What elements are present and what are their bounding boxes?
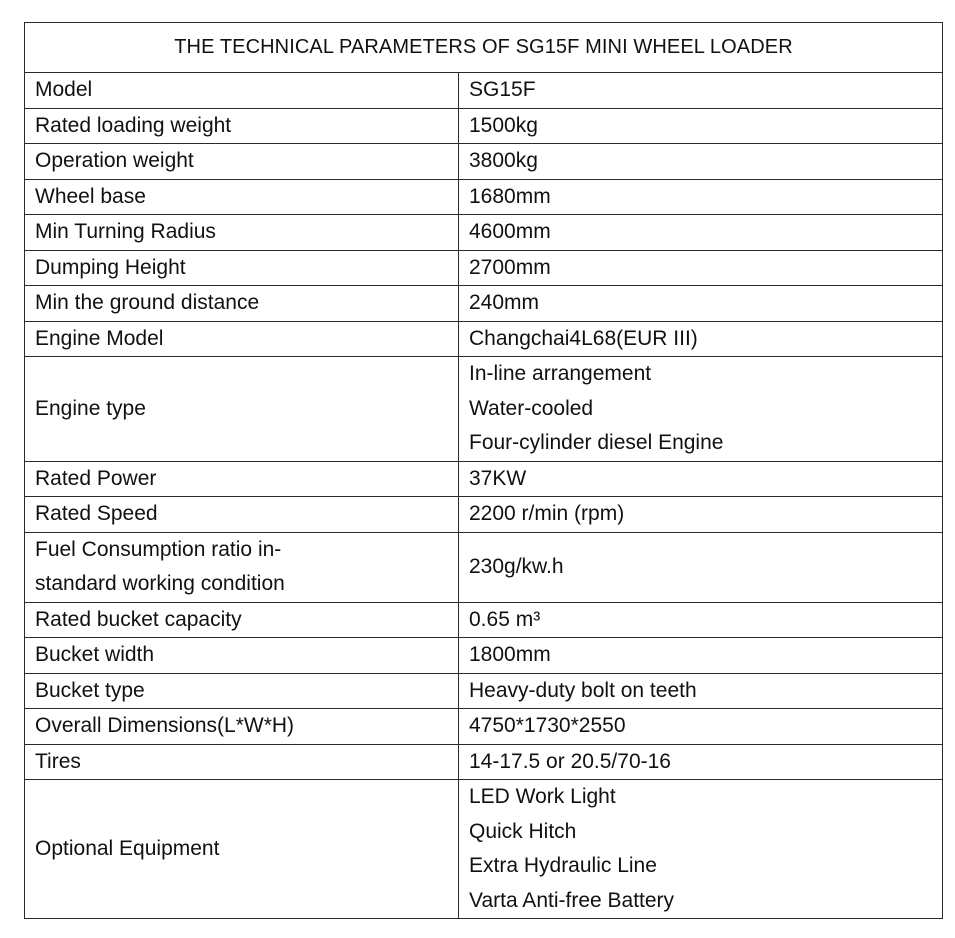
table-row bbox=[25, 780, 943, 919]
table-row bbox=[25, 638, 943, 674]
table-row bbox=[25, 709, 943, 745]
table-row bbox=[25, 602, 943, 638]
table-row bbox=[25, 461, 943, 497]
parameter-label bbox=[25, 638, 459, 674]
value-line: LED Work Light bbox=[469, 785, 616, 808]
parameter-value bbox=[459, 108, 943, 144]
value-line: 3800kg bbox=[469, 149, 538, 172]
value-line: In-line arrangement bbox=[469, 362, 652, 385]
parameter-label bbox=[25, 709, 459, 745]
parameter-label bbox=[25, 673, 459, 709]
title-row bbox=[25, 23, 943, 73]
label-line: Rated Speed bbox=[35, 502, 158, 525]
label-line: Rated Power bbox=[35, 466, 157, 490]
label-line: Optional Equipment bbox=[35, 836, 220, 860]
table-row bbox=[25, 673, 943, 709]
value-line: 4750*1730*2550 bbox=[469, 714, 626, 737]
parameter-label bbox=[25, 215, 459, 251]
label-line: Model bbox=[35, 78, 93, 101]
parameter-value bbox=[459, 73, 943, 109]
label-line: Tires bbox=[35, 749, 81, 773]
parameter-label bbox=[25, 744, 459, 780]
parameter-label bbox=[25, 286, 459, 322]
parameter-label bbox=[25, 144, 459, 180]
value-line: Changchai4L68(EUR III) bbox=[469, 326, 698, 350]
value-line: Varta Anti-free Battery bbox=[469, 888, 675, 912]
parameter-label bbox=[25, 179, 459, 215]
parameter-value bbox=[459, 144, 943, 180]
parameter-value bbox=[459, 673, 943, 709]
parameter-value bbox=[459, 215, 943, 251]
parameter-value bbox=[459, 602, 943, 638]
table-row bbox=[25, 532, 943, 602]
table-row bbox=[25, 73, 943, 109]
parameter-value bbox=[459, 744, 943, 780]
value-line: 230g/kw.h bbox=[469, 554, 564, 578]
table-title: THE TECHNICAL PARAMETERS OF SG15F MINI WHEEL LOADER bbox=[25, 23, 943, 73]
table-row bbox=[25, 744, 943, 780]
value-line: Four-cylinder diesel Engine bbox=[469, 431, 724, 454]
parameter-value bbox=[459, 497, 943, 533]
label-line: Min the ground distance bbox=[35, 291, 260, 314]
table-row bbox=[25, 250, 943, 286]
parameter-label bbox=[25, 780, 459, 919]
parameter-value bbox=[459, 286, 943, 322]
value-line: 4600mm bbox=[469, 220, 551, 243]
parameter-label bbox=[25, 108, 459, 144]
value-line: 2700mm bbox=[469, 255, 551, 279]
table-row bbox=[25, 497, 943, 533]
value-line: 1680mm bbox=[469, 184, 551, 208]
parameter-value bbox=[459, 250, 943, 286]
parameter-value bbox=[459, 321, 943, 357]
parameter-label bbox=[25, 497, 459, 533]
label-line: Operation weight bbox=[35, 149, 194, 172]
value-line: Quick Hitch bbox=[469, 819, 577, 843]
parameter-label bbox=[25, 250, 459, 286]
parameter-label bbox=[25, 321, 459, 357]
parameter-label bbox=[25, 461, 459, 497]
label-line: Wheel base bbox=[35, 184, 146, 208]
value-line: 14-17.5 or 20.5/70-16 bbox=[469, 749, 671, 773]
label-line: Engine Model bbox=[35, 326, 164, 350]
table-row bbox=[25, 321, 943, 357]
value-line: 2200 r/min (rpm) bbox=[469, 502, 625, 525]
value-line: Extra Hydraulic Line bbox=[469, 854, 657, 877]
parameter-value bbox=[459, 638, 943, 674]
parameter-value bbox=[459, 532, 943, 602]
table-row bbox=[25, 179, 943, 215]
table-row bbox=[25, 357, 943, 462]
label-line: standard working condition bbox=[35, 572, 285, 595]
table-row bbox=[25, 286, 943, 322]
table-header bbox=[25, 23, 943, 73]
table-row bbox=[25, 144, 943, 180]
parameter-label bbox=[25, 532, 459, 602]
parameter-label bbox=[25, 357, 459, 462]
label-line: Rated bucket capacity bbox=[35, 607, 242, 631]
value-line: 0.65 m³ bbox=[469, 607, 541, 631]
spec-table bbox=[24, 22, 943, 919]
table-row bbox=[25, 108, 943, 144]
parameter-label bbox=[25, 73, 459, 109]
label-line: Rated loading weight bbox=[35, 113, 232, 137]
value-line: 240mm bbox=[469, 291, 540, 314]
value-line: Water-cooled bbox=[469, 396, 594, 420]
value-line: 1500kg bbox=[469, 113, 538, 137]
parameter-value bbox=[459, 709, 943, 745]
table-row bbox=[25, 215, 943, 251]
label-line: Min Turning Radius bbox=[35, 220, 216, 243]
parameter-label bbox=[25, 602, 459, 638]
label-line: Dumping Height bbox=[35, 255, 186, 279]
value-line: SG15F bbox=[469, 78, 536, 101]
value-line: 1800mm bbox=[469, 643, 551, 666]
parameter-value bbox=[459, 357, 943, 462]
parameter-value bbox=[459, 461, 943, 497]
parameter-value bbox=[459, 780, 943, 919]
label-line: Overall Dimensions(L*W*H) bbox=[35, 714, 295, 737]
value-line: 37KW bbox=[469, 466, 527, 490]
parameter-value bbox=[459, 179, 943, 215]
label-line: Engine type bbox=[35, 396, 146, 420]
label-line: Bucket width bbox=[35, 643, 155, 666]
value-line: Heavy-duty bolt on teeth bbox=[469, 678, 697, 702]
table-body bbox=[25, 73, 943, 919]
label-line: Fuel Consumption ratio in- bbox=[35, 537, 282, 561]
label-line: Bucket type bbox=[35, 678, 145, 702]
